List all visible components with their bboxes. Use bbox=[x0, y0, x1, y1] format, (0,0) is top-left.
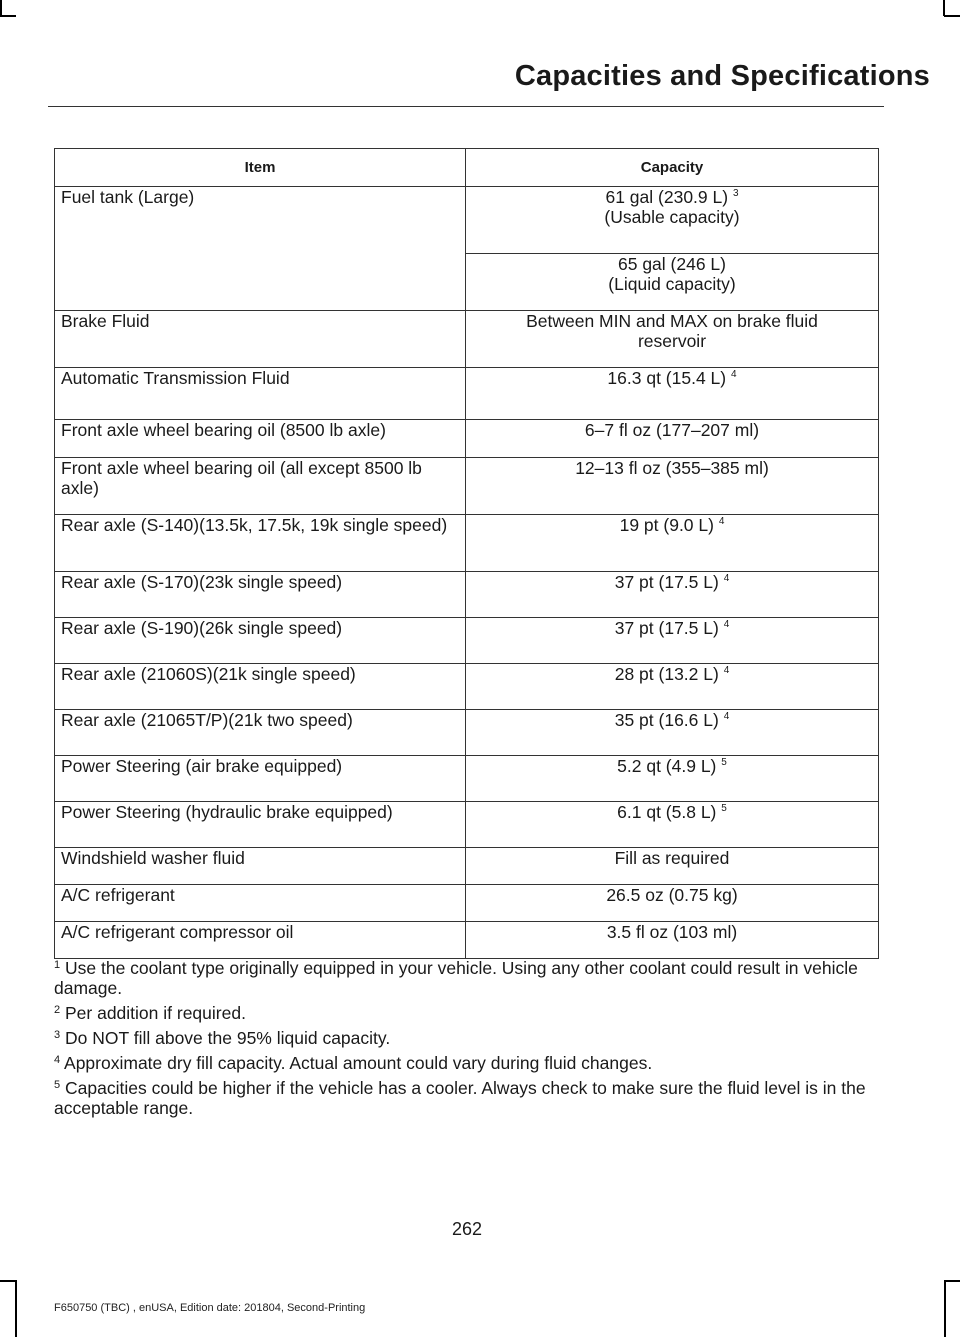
row-item: A/C refrigerant bbox=[55, 885, 466, 922]
capacity-value: 19 pt (9.0 L) bbox=[619, 515, 714, 535]
footnotes bbox=[54, 958, 884, 1123]
crop-mark bbox=[15, 1280, 17, 1337]
table-row bbox=[55, 756, 879, 802]
row-capacity bbox=[466, 756, 879, 802]
table-header-row bbox=[55, 149, 879, 187]
footnote-text: Per addition if required. bbox=[65, 1003, 246, 1023]
row-item: Fuel tank (Large) bbox=[55, 187, 466, 311]
capacity-value: 35 pt (16.6 L) bbox=[614, 710, 719, 730]
table-row bbox=[55, 710, 879, 756]
footnote-number: 1 bbox=[54, 959, 61, 971]
table-row bbox=[55, 922, 879, 959]
row-item: Rear axle (21060S)(21k single speed) bbox=[55, 664, 466, 710]
crop-mark bbox=[944, 1280, 960, 1282]
crop-mark bbox=[943, 0, 945, 16]
footnote bbox=[54, 1078, 884, 1118]
row-capacity bbox=[466, 420, 879, 458]
capacity-value: 28 pt (13.2 L) bbox=[614, 664, 719, 684]
footer-edition: F650750 (TBC) , enUSA, Edition date: 201804, Second-Printing bbox=[54, 1302, 366, 1314]
row-capacity bbox=[466, 848, 879, 885]
row-capacity bbox=[466, 664, 879, 710]
table-row bbox=[55, 848, 879, 885]
row-capacity bbox=[466, 311, 879, 368]
footnote bbox=[54, 1028, 884, 1048]
table-row bbox=[55, 802, 879, 848]
footnote-text: Capacities could be higher if the vehicle has a cooler. Always check to make sure the fluid level is in the acceptable range. bbox=[54, 1078, 866, 1118]
capacity-value: 12–13 fl oz (355–385 ml) bbox=[575, 458, 769, 478]
capacity-value: 3.5 fl oz (103 ml) bbox=[606, 922, 738, 942]
capacity-value: 37 pt (17.5 L) bbox=[614, 618, 719, 638]
capacity-value: 26.5 oz (0.75 kg) bbox=[606, 885, 738, 905]
fuel-usable-value: 61 gal (230.9 L) bbox=[605, 187, 729, 207]
capacity-value: 37 pt (17.5 L) bbox=[614, 572, 719, 592]
brake-capacity-line1: Between MIN and MAX on brake fluid bbox=[526, 311, 818, 331]
footnote-ref: 4 bbox=[718, 516, 725, 527]
page-title: Capacities and Specifications bbox=[514, 60, 930, 92]
title-divider bbox=[48, 106, 884, 107]
footnote-ref: 4 bbox=[723, 573, 730, 584]
crop-mark bbox=[0, 15, 16, 17]
capacity-value: 6–7 fl oz (177–207 ml) bbox=[584, 420, 760, 440]
row-capacity bbox=[466, 922, 879, 959]
row-item: Brake Fluid bbox=[55, 311, 466, 368]
footnote-text: Approximate dry fill capacity. Actual amount could vary during fluid changes. bbox=[64, 1053, 653, 1073]
footnote-text: Do NOT fill above the 95% liquid capacity. bbox=[65, 1028, 391, 1048]
table-row bbox=[55, 420, 879, 458]
footnote bbox=[54, 1003, 884, 1023]
page-number: 262 bbox=[451, 1219, 483, 1239]
row-capacity bbox=[466, 187, 879, 254]
table-row bbox=[55, 572, 879, 618]
row-capacity bbox=[466, 802, 879, 848]
capacity-value: 5.2 qt (4.9 L) bbox=[617, 756, 717, 776]
row-item: Front axle wheel bearing oil (8500 lb axle) bbox=[55, 420, 466, 458]
footnote-ref: 4 bbox=[723, 665, 730, 676]
footnote-ref: 4 bbox=[723, 711, 730, 722]
crop-mark bbox=[944, 1280, 946, 1337]
footnote-ref: 3 bbox=[732, 188, 739, 199]
crop-mark bbox=[0, 1280, 16, 1282]
fuel-liquid-value: 65 gal (246 L) bbox=[618, 254, 726, 274]
row-capacity bbox=[466, 515, 879, 572]
footnote-number: 3 bbox=[54, 1029, 61, 1041]
footnote-number: 5 bbox=[54, 1079, 61, 1091]
capacities-table bbox=[54, 148, 879, 959]
footnote bbox=[54, 958, 884, 998]
row-item: Rear axle (S-170)(23k single speed) bbox=[55, 572, 466, 618]
header-capacity: Capacity bbox=[466, 149, 879, 187]
table-row bbox=[55, 311, 879, 368]
footnote-ref: 5 bbox=[721, 803, 727, 814]
fuel-liquid-label: (Liquid capacity) bbox=[608, 274, 736, 294]
row-item: Windshield washer fluid bbox=[55, 848, 466, 885]
footnote-text: Use the coolant type originally equipped in your vehicle. Using any other coolant could result in vehicle damage. bbox=[54, 958, 858, 998]
row-item: Power Steering (air brake equipped) bbox=[55, 756, 466, 802]
footnote-ref: 4 bbox=[723, 619, 730, 630]
capacity-value: Fill as required bbox=[614, 848, 730, 868]
table-row bbox=[55, 368, 879, 420]
brake-capacity-line2: reservoir bbox=[637, 331, 707, 351]
row-item: Automatic Transmission Fluid bbox=[55, 368, 466, 420]
footnote bbox=[54, 1053, 884, 1073]
row-capacity bbox=[466, 254, 879, 311]
row-item: Rear axle (S-140)(13.5k, 17.5k, 19k single speed) bbox=[55, 515, 466, 572]
row-item: Rear axle (21065T/P)(21k two speed) bbox=[55, 710, 466, 756]
header-item: Item bbox=[55, 149, 466, 187]
footnote-ref: 5 bbox=[721, 757, 727, 768]
row-capacity bbox=[466, 710, 879, 756]
row-capacity bbox=[466, 572, 879, 618]
crop-mark bbox=[944, 15, 960, 17]
row-item: Front axle wheel bearing oil (all except 8500 lb axle) bbox=[55, 458, 466, 515]
row-capacity bbox=[466, 368, 879, 420]
row-capacity bbox=[466, 458, 879, 515]
table-row bbox=[55, 515, 879, 572]
table-row bbox=[55, 664, 879, 710]
footnote-ref: 4 bbox=[731, 369, 737, 380]
row-capacity bbox=[466, 885, 879, 922]
footnote-number: 4 bbox=[54, 1054, 61, 1066]
capacity-value: 6.1 qt (5.8 L) bbox=[617, 802, 717, 822]
table-row bbox=[55, 458, 879, 515]
footnote-number: 2 bbox=[54, 1004, 61, 1016]
row-item: Power Steering (hydraulic brake equipped) bbox=[55, 802, 466, 848]
capacity-value: 16.3 qt (15.4 L) bbox=[607, 368, 727, 388]
row-capacity bbox=[466, 618, 879, 664]
row-item: A/C refrigerant compressor oil bbox=[55, 922, 466, 959]
table-row bbox=[55, 187, 879, 254]
fuel-usable-label: (Usable capacity) bbox=[604, 207, 740, 227]
table-row bbox=[55, 885, 879, 922]
row-item: Rear axle (S-190)(26k single speed) bbox=[55, 618, 466, 664]
crop-mark bbox=[0, 0, 2, 16]
table-row bbox=[55, 618, 879, 664]
